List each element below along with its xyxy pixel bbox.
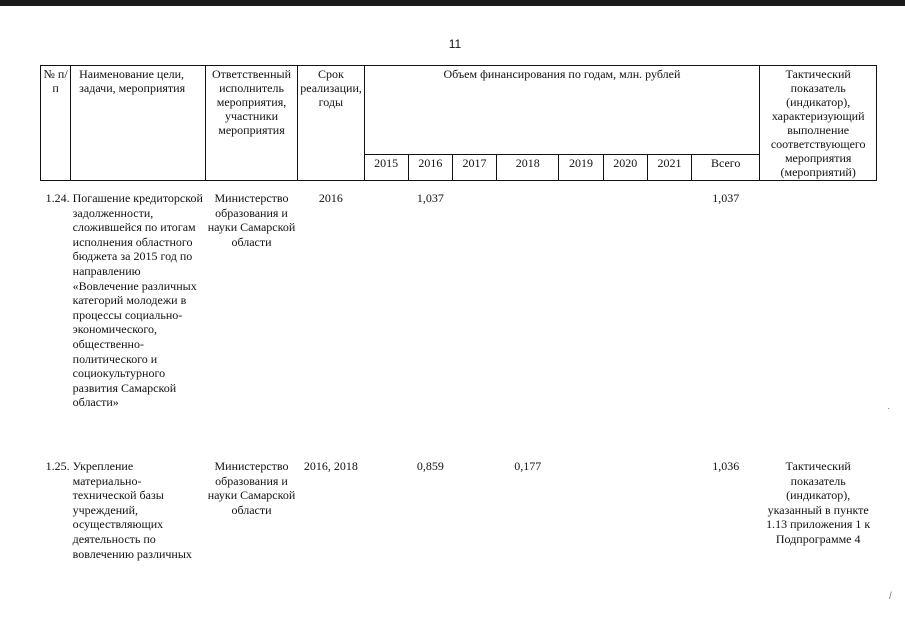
row-responsible: Министерство образования и науки Самарской области [207,459,296,517]
row-name: Укрепление материально-технической базы учреждений, осуществляющих деятельность по вовлечению различных [72,459,192,561]
row-term: 2016, 2018 [303,459,358,473]
page-number: 11 [448,37,462,51]
header-year-2016: 2016 [408,154,452,180]
row-indicator: Тактический показатель (индикатор), указанный в пункте 1.13 приложения 1 к Подпрограмме 4 [766,459,871,546]
row-value-2017 [452,453,496,561]
header-year-2018: 2018 [497,154,559,180]
row-value-2018: 0,177 [514,459,542,473]
row-value-2017 [452,181,496,454]
row-value-2016: 0,859 [416,459,444,473]
financing-table [40,65,877,561]
row-term: 2016 [318,191,343,205]
row-responsible: Министерство образования и науки Самарской области [207,191,296,249]
header-num: № п/п [41,66,71,181]
scan-speck: · [887,403,891,414]
row-num: 1.24. [45,191,70,205]
row-num: 1.25. [45,459,70,473]
row-value-2019 [559,181,603,454]
top-border-bar [0,0,905,6]
header-indicator: Тактический показатель (индикатор), характеризующий выполнение соответствующего мероприятия (мероприятий) [760,66,877,181]
table-row [41,453,877,561]
row-value-2020 [603,453,647,561]
row-value-2019 [559,453,603,561]
row-value-2021 [647,453,691,561]
row-value-2015 [364,181,408,454]
row-name: Погашение кредиторской задолженности, сложившейся по итогам исполнения областного бюджета за 2015 год по направлению «Вовлечение различных категорий молодежи в процессы социально-экономического, общественно-политического и социокультурного развития Самарской области» [72,191,203,410]
header-year-2020: 2020 [603,154,647,180]
table-row [41,181,877,454]
row-indicator [760,181,877,454]
header-responsible: Ответственный исполнитель мероприятия, участники мероприятия [205,66,297,181]
header-term: Срок реализации, годы [298,66,364,181]
header-year-2021: 2021 [647,154,691,180]
header-year-2017: 2017 [452,154,496,180]
header-total: Всего [692,154,760,180]
header-name: Наименование цели, задачи, мероприятия [71,66,206,181]
row-value-2016: 1,037 [416,191,444,205]
row-value-2018 [497,181,559,454]
row-value-2020 [603,181,647,454]
row-value-2015 [364,453,408,561]
row-value-total: 1,037 [712,191,740,205]
header-year-2019: 2019 [559,154,603,180]
row-value-total: 1,036 [712,459,740,473]
header-financing: Объем финансирования по годам, млн. рублей [364,66,760,155]
scan-speck: / [889,591,892,602]
header-year-2015: 2015 [364,154,408,180]
row-value-2021 [647,181,691,454]
